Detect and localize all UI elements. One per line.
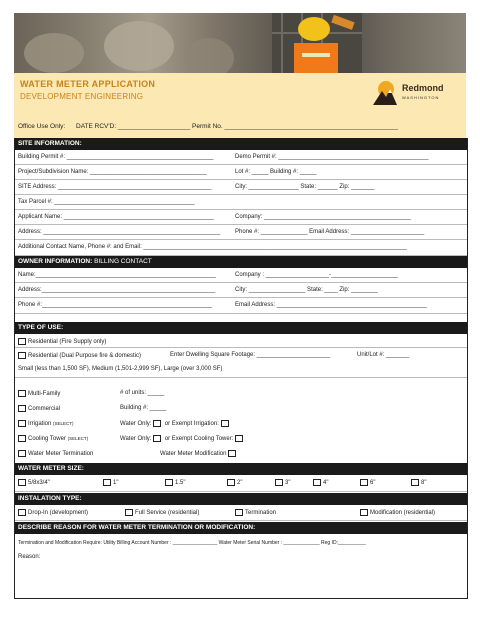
- building-permit-field[interactable]: Building Permit #: ____________________________________________: [18, 154, 214, 160]
- irr-water-only-checkbox[interactable]: [153, 420, 161, 427]
- install-type-heading: INSTALATION TYPE:: [15, 493, 467, 505]
- office-use-row: [14, 116, 466, 138]
- demo-permit-field[interactable]: Demo Permit #: _____________________________________________: [235, 154, 429, 160]
- commercial-checkbox[interactable]: [18, 405, 26, 412]
- cool-exempt-checkbox[interactable]: [235, 435, 243, 442]
- termination-checkbox[interactable]: [18, 450, 26, 457]
- size-58-checkbox[interactable]: [18, 479, 26, 486]
- office-label: Office Use Only:: [18, 123, 66, 130]
- modification-checkbox[interactable]: [228, 450, 236, 457]
- row-owner-name: [15, 268, 467, 283]
- size-4-checkbox[interactable]: [313, 479, 321, 486]
- mountain-logo-icon: [372, 79, 398, 107]
- row-multi: Multi-Family # of units: _____: [15, 386, 467, 401]
- project-name-field[interactable]: Project/Subdivision Name: ___________________________________: [18, 169, 207, 175]
- application-form: [14, 138, 468, 599]
- irr-exempt-checkbox[interactable]: [221, 420, 229, 427]
- row-cooling: Cooling Tower (SELECT) Water Only: or Exempt Cooling Tower:: [15, 431, 467, 446]
- meter-size-heading: WATER METER SIZE:: [15, 463, 467, 475]
- header-photo: [14, 13, 466, 73]
- lot-building-field[interactable]: Lot #: _____ Building #: _____: [235, 169, 317, 175]
- row-meter-size: 5/8x3/4" 1" 1.5" 2" 3" 4" 6" 8": [15, 475, 467, 492]
- row-additional: [15, 240, 467, 256]
- reason-heading: DESCRIBE REASON FOR WATER METER TERMINATION OR MODIFICATION:: [15, 522, 467, 534]
- row-irrigation: Irrigation (SELECT) Water Only: or Exempt Irrigation:: [15, 416, 467, 431]
- drop-in-checkbox[interactable]: [18, 509, 26, 516]
- dwelling-sqft-field[interactable]: Enter Dwelling Square Footage: ______________________: [170, 352, 331, 358]
- reason-field[interactable]: Reason:: [18, 554, 41, 560]
- form-subtitle: DEVELOPMENT ENGINEERING: [20, 92, 144, 101]
- full-service-checkbox[interactable]: [125, 509, 133, 516]
- row-res-fire: Residential (Fire Supply only): [15, 334, 467, 348]
- size-3-checkbox[interactable]: [275, 479, 283, 486]
- units-field[interactable]: # of units: _____: [120, 390, 165, 396]
- row-tax: [15, 195, 467, 210]
- res-dual-checkbox[interactable]: [18, 352, 26, 359]
- size-1-checkbox[interactable]: [103, 479, 111, 486]
- multi-family-checkbox[interactable]: [18, 390, 26, 397]
- owner-email-field[interactable]: Email Address: _____________________________________________: [235, 302, 427, 308]
- company-field[interactable]: Company: ____________________________________________: [235, 214, 411, 220]
- size-2-checkbox[interactable]: [227, 479, 235, 486]
- row-site-address: [15, 180, 467, 195]
- date-received-field[interactable]: DATE RCV'D: ____________________: [76, 123, 191, 130]
- size-8-checkbox[interactable]: [411, 479, 419, 486]
- row-address: [15, 225, 467, 240]
- unit-lot-field[interactable]: Unit/Lot #: _______: [357, 352, 410, 358]
- address-field[interactable]: Address: _____________________________________________________: [18, 229, 221, 235]
- account-serial-field[interactable]: Termination and Modification Require: Utility Billing Account Number : ________________ Water Meter Serial Number : _____________ Reg ID:__________: [18, 540, 366, 546]
- site-address-field[interactable]: SITE Address: ______________________________________________: [18, 184, 212, 190]
- row-project: [15, 165, 467, 180]
- building-number-field[interactable]: Building #: _____: [120, 405, 167, 411]
- owner-address-field[interactable]: Address:____________________________________________________: [18, 287, 216, 293]
- cool-water-only-checkbox[interactable]: [153, 435, 161, 442]
- site-info-heading: SITE INFORMATION:: [15, 138, 467, 150]
- row-reason: [15, 534, 467, 594]
- owner-info-heading: OWNER INFORMATION: BILLING CONTACT: [15, 256, 467, 268]
- install-termination-checkbox[interactable]: [235, 509, 243, 516]
- redmond-logo: Redmond WASHINGTON: [372, 79, 462, 109]
- owner-company-field[interactable]: Company : ___________________-____________________: [235, 272, 398, 278]
- site-city-field[interactable]: City: _______________ State: ______ Zip: _______: [235, 184, 375, 190]
- row-owner-address: [15, 283, 467, 298]
- cooling-checkbox[interactable]: [18, 435, 26, 442]
- construction-worker-image: [272, 13, 362, 73]
- row-commercial: Commercial Building #: _____: [15, 401, 467, 416]
- type-of-use-heading: TYPE OF USE:: [15, 322, 467, 334]
- row-permits: [15, 150, 467, 165]
- owner-phone-field[interactable]: Phone #:___________________________________________________: [18, 302, 213, 308]
- row-applicant: [15, 210, 467, 225]
- permit-number-field[interactable]: Permit No. ________________________________________________: [192, 123, 399, 130]
- owner-city-field[interactable]: City: _________________ State: ____ Zip: ________: [235, 287, 378, 293]
- size-note: Small (less than 1,500 SF), Medium (1,501-2,999 SF), Large (over 3,000 SF): [18, 366, 223, 372]
- row-res-dual: Residential (Dual Purpose fire & domestic) Enter Dwelling Square Footage: ______________________ Unit/Lot #: _______ Small (less than 1,500 SF), Medium (1,501-2,999 SF), Large (over 3,000 SF): [15, 348, 467, 378]
- row-termination: Water Meter Termination Water Meter Modification: [15, 446, 467, 461]
- tax-parcel-field[interactable]: Tax Parcel #: __________________________________________: [18, 199, 195, 205]
- res-fire-checkbox[interactable]: [18, 338, 26, 345]
- install-modification-checkbox[interactable]: [360, 509, 368, 516]
- row-install-type: Drop-In (development) Full Service (residential) Termination Modification (residential): [15, 505, 467, 521]
- size-6-checkbox[interactable]: [360, 479, 368, 486]
- irrigation-checkbox[interactable]: [18, 420, 26, 427]
- applicant-name-field[interactable]: Applicant Name: _____________________________________________: [18, 214, 214, 220]
- row-owner-phone: [15, 298, 467, 314]
- phone-email-field[interactable]: Phone #: ______________ Email Address: ______________________: [235, 229, 425, 235]
- owner-name-field[interactable]: Name:______________________________________________________: [18, 272, 216, 278]
- form-title: WATER METER APPLICATION: [20, 79, 156, 89]
- size-15-checkbox[interactable]: [165, 479, 173, 486]
- additional-contact-field[interactable]: Additional Contact Name, Phone #: and Email: _______________________________________________________________________________: [18, 244, 408, 250]
